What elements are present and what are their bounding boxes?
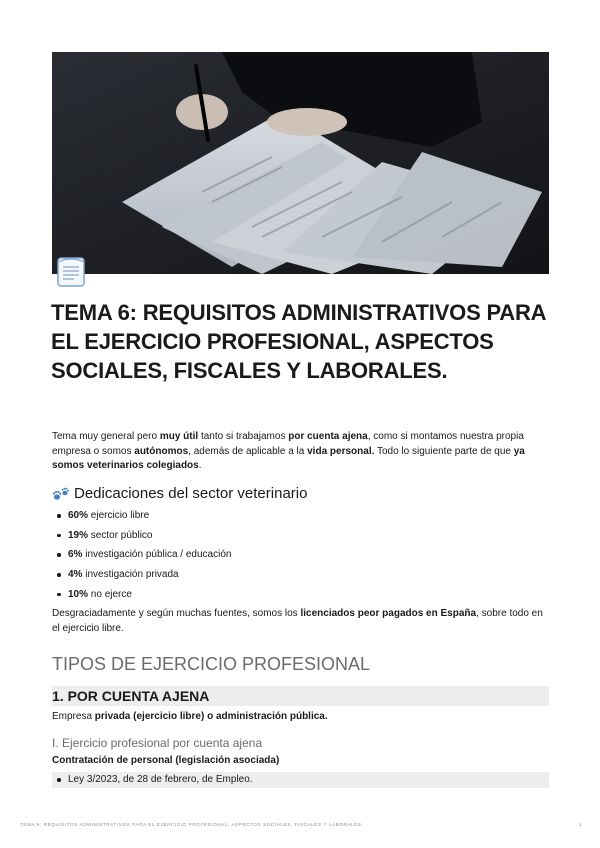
percentage: 4%: [68, 569, 83, 581]
dedicaciones-heading: [52, 484, 307, 504]
percentage: 19%: [68, 529, 89, 541]
intro-bold: ya somos veterinarios colegiados: [52, 445, 525, 471]
empresa-text: Empresa: [52, 711, 95, 722]
contratacion-label: Contratación de personal (legislación asociada): [52, 755, 280, 766]
intro-paragraph: [52, 430, 548, 474]
list-item-text: ejercicio libre: [88, 510, 150, 521]
page-number: 1: [578, 822, 582, 827]
intro-bold: muy útil: [159, 431, 199, 442]
closing-bold: licenciados peor pagados en España: [300, 608, 477, 619]
list-item: [52, 508, 548, 528]
intro-text: tanto si trabajamos: [198, 431, 289, 442]
page-facing-up-icon: [56, 256, 86, 288]
intro-text: , como si montamos nuestra propia empresa o somos: [52, 431, 524, 457]
list-item-text: investigación privada: [82, 569, 179, 581]
list-item-text: investigación pública / educación: [82, 549, 232, 561]
ejercicio-subheading: I. Ejercicio profesional por cuenta ajena: [52, 736, 263, 750]
page-title: TEMA 6: REQUISITOS ADMINISTRATIVOS PARA EL EJERCICIO PROFESIONAL, ASPECTOS SOCIALES, FISCALES Y LABORALES.: [51, 300, 546, 383]
dedicaciones-heading-text: Dedicaciones del sector veterinario: [74, 485, 308, 502]
percentage: 60%: [68, 510, 89, 521]
intro-text: , además de aplicable a la: [188, 445, 308, 457]
page-footer: [20, 822, 582, 827]
paw-prints-icon: [52, 486, 70, 502]
list-item-text: sector público: [88, 529, 153, 541]
footer-running-title: TEMA 6: REQUISITOS ADMINISTRATIVOS PARA EL EJERCICIO PROFESIONAL, ASPECTOS SOCIALES, FISCALES Y LABORALES.: [20, 822, 364, 827]
list-item: [52, 528, 548, 548]
percentage: 6%: [68, 549, 83, 561]
intro-bold: autónomos: [134, 445, 189, 457]
intro-text: .: [198, 460, 202, 471]
intro-bold: por cuenta ajena: [288, 431, 368, 442]
empresa-line: [52, 710, 548, 725]
ley-list: [52, 772, 253, 788]
list-item: [52, 547, 548, 567]
empresa-bold: privada (ejercicio libre) o administración pública.: [94, 711, 328, 722]
list-item-text: no ejerce: [88, 588, 132, 600]
list-item: Ley 3/2023, de 28 de febrero, de Empleo.: [52, 772, 253, 788]
intro-text: Tema muy general pero: [52, 431, 160, 442]
intro-text: Todo lo siguiente parte de que: [374, 445, 514, 457]
cuenta-ajena-heading: 1. POR CUENTA AJENA: [52, 688, 210, 704]
list-item: [52, 587, 548, 607]
dedicaciones-list: [52, 508, 548, 606]
closing-text: , sobre todo en el ejercicio libre.: [52, 608, 543, 634]
tipos-heading: TIPOS DE EJERCICIO PROFESIONAL: [52, 654, 371, 674]
closing-text: Desgraciadamente y según muchas fuentes, somos los: [52, 608, 301, 619]
percentage: 10%: [68, 588, 89, 600]
intro-bold: vida personal.: [307, 445, 375, 457]
closing-paragraph: [52, 607, 548, 636]
list-item: [52, 567, 548, 587]
cover-image: [52, 52, 549, 274]
